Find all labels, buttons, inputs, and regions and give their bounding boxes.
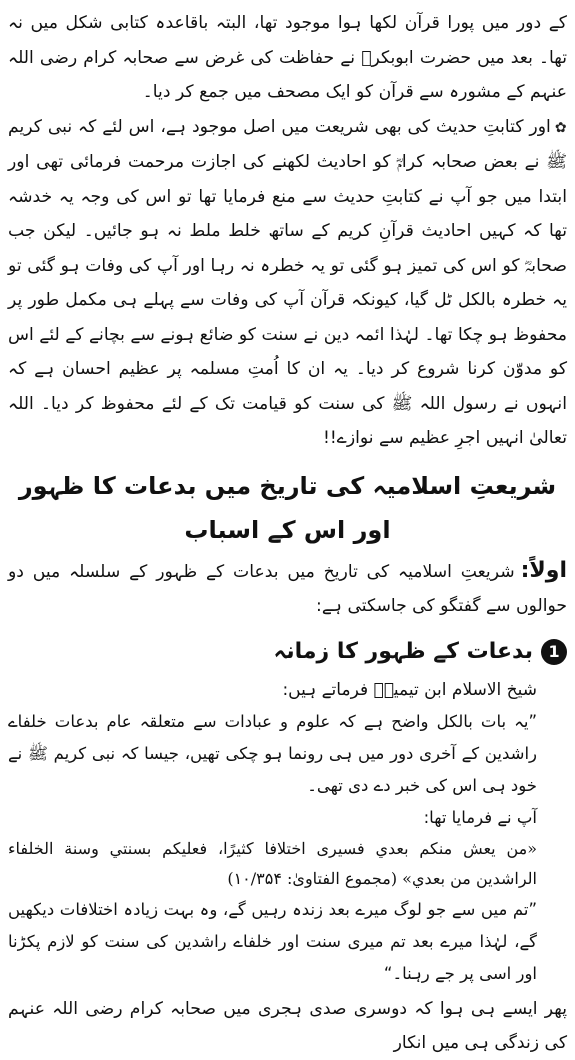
paragraph-hadith-text: اور کتابتِ حدیث کی بھی شریعت میں اصل موجود ہے، اس لئے کہ نبی کریم ﷺ نے بعض صحابہ کرامؓ کو احادیث لکھنے کی اجازت مرحمت فرمائی تھی اور ابتدا میں جو آپ نے کتابتِ حدیث سے منع فرمایا تھا تو اس کی وجہ یہ خدشہ تھا کہ کہیں احادیث قرآنِ کریم کے ساتھ خلط ملط نہ ہو جائیں۔ لیکن جب صحابہؓ کو اس کی تمیز ہو گئی تو یہ خطرہ نہ رہا اور آپ کی وفات ہو گئی تو یہ خطرہ بالکل ٹل گیا، کیونکہ قرآن آپ کی وفات سے پہلے ہی مکمل طور پر محفوظ ہو چکا تھا۔ لہٰذا ائمہ دین نے سنت کو ضائع ہونے سے بچانے کے لئے اس کو مدوّن کرنا شروع کر دیا۔ یہ ان کا اُمتِ مسلمہ پر عظیم احسان ہے کہ انہوں نے رسول اللہ ﷺ کی سنت کو قیامت تک کے لئے محفوظ کر دیا۔ اللہ تعالیٰ انہیں اجرِ عظیم سے نوازے!! bbox=[8, 116, 567, 448]
subsection-heading bbox=[8, 632, 567, 672]
number-badge: 1 bbox=[541, 639, 567, 665]
arabic-hadith: «من يعش منكم بعدي فسيرى اختلافا كثيرًا، فعليكم بسنتي وسنة الخلفاء الراشدين من بعدي» (مجموع الفتاوىٰ: ۱۰/۳۵۴) bbox=[8, 838, 537, 888]
intro-text: شریعتِ اسلامیہ کی تاریخ میں بدعات کے ظہور کے سلسلہ میں دو حوالوں سے گفتگو کی جاسکتی ہے: bbox=[8, 561, 567, 616]
quote-text: ”یہ بات بالکل واضح ہے کہ علوم و عبادات سے متعلقہ عام بدعات خلفاے راشدین کے آخری دور میں ہی رونما ہو چکی تھیں، جیسا کہ نبی کریم ﷺ نے خود ہی اس کی خبر دے دی تھی۔ bbox=[8, 711, 537, 795]
intro-label: اولاً: bbox=[520, 557, 567, 583]
quote-attribution: شیخ الاسلام ابن تیمیہؒ فرماتے ہیں: bbox=[282, 679, 537, 700]
subsection-title: بدعات کے ظہور کا زمانہ bbox=[273, 638, 533, 664]
hadith-translation: ”تم میں سے جو لوگ میرے بعد زندہ رہیں گے، وہ بہت زیادہ اختلافات دیکھیں گے، لہٰذا میرے بعد تم میری سنت اور خلفاے راشدین کی سنت کو لازم پکڑنا اور اسی پر جے رہنا۔“ bbox=[8, 899, 537, 983]
paragraph-hadith-writing bbox=[8, 110, 567, 456]
section-heading: شریعتِ اسلامیہ کی تاریخ میں بدعات کا ظہور اور اس کے اسباب bbox=[18, 471, 557, 544]
paragraph-quran-compilation: کے دور میں پورا قرآن لکھا ہوا موجود تھا، البتہ باقاعدہ کتابی شکل میں نہ تھا۔ بعد میں حضرت ابوبکرؓ نے حفاظت کی غرض سے صحابہ کرام رضی اللہ عنہم کے مشورہ سے قرآن کو ایک مصحف میں جمع کر دیا۔ bbox=[8, 13, 567, 102]
closing-paragraph: پھر ایسے ہی ہوا کہ دوسری صدی ہجری میں صحابہ کرام رضی اللہ عنہم کی زندگی ہی میں انکار bbox=[8, 998, 567, 1053]
flower-bullet-icon: ✿ bbox=[554, 119, 568, 136]
intro-paragraph bbox=[8, 554, 567, 624]
quote-lead-in: آپ نے فرمایا تھا: bbox=[423, 807, 537, 827]
